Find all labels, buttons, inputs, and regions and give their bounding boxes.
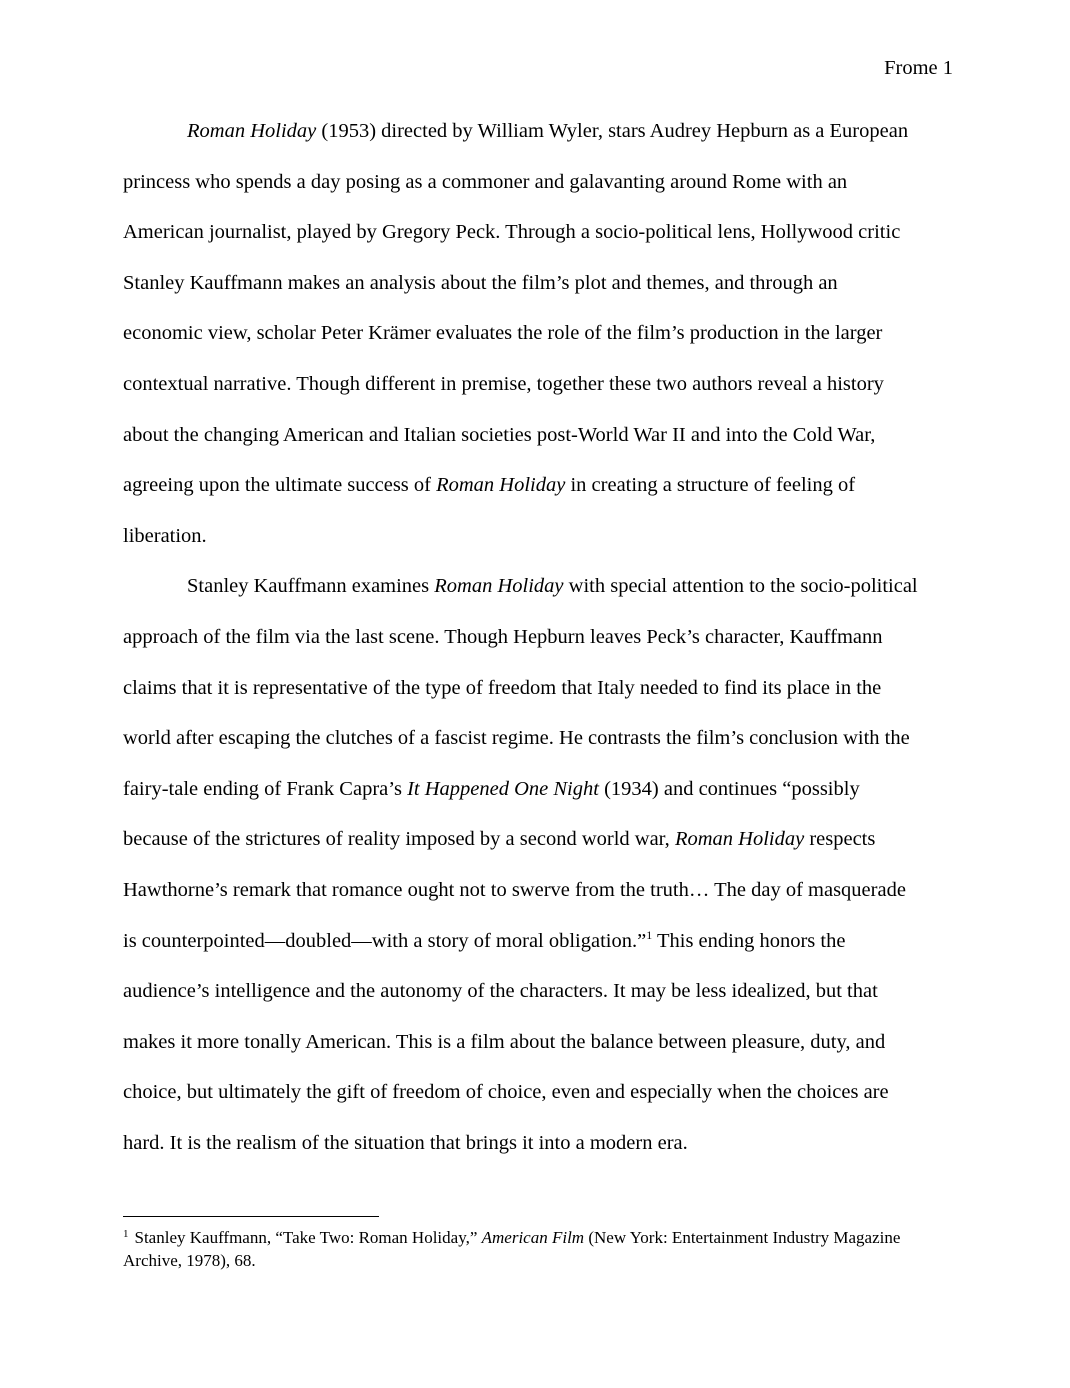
text-run: agreeing upon the ultimate success of <box>123 474 437 497</box>
text-line <box>123 511 953 562</box>
text-run: hard. It is the realism of the situation that brings it into a modern era. <box>123 1131 688 1154</box>
paragraph-2 <box>123 561 953 1168</box>
text-run: Hawthorne’s remark that romance ought not to swerve from the truth… The day of masquerade <box>123 878 906 901</box>
text-line <box>123 865 953 916</box>
footnote-reference: 1 <box>646 927 653 942</box>
text-run: makes it more tonally American. This is a film about the balance between pleasure, duty, and <box>123 1030 886 1053</box>
text-run: respects <box>804 828 876 851</box>
italic-title: Roman Holiday <box>436 474 566 497</box>
text-run: princess who spends a day posing as a commoner and galavanting around Rome with an <box>123 170 848 193</box>
text-run: This ending honors the <box>652 929 846 952</box>
text-run: Stanley Kauffmann makes an analysis about the film’s plot and themes, and through an <box>123 271 838 294</box>
footnote-separator <box>123 1216 379 1217</box>
text-run: economic view, scholar Peter Krämer evaluates the role of the film’s production in the larger <box>123 322 883 345</box>
text-line <box>123 1067 953 1118</box>
text-line <box>123 966 953 1017</box>
text-line <box>123 612 953 663</box>
text-line <box>123 713 953 764</box>
text-run: Archive, 1978), 68. <box>123 1251 256 1270</box>
text-run: Stanley Kauffmann, “Take Two: Roman Holiday,” <box>134 1228 482 1247</box>
text-line <box>123 308 953 359</box>
text-line <box>123 764 953 815</box>
text-run: audience’s intelligence and the autonomy of the characters. It may be less idealized, but that <box>123 980 878 1003</box>
footnote <box>123 1226 953 1272</box>
footnote-number: 1 <box>123 1228 129 1240</box>
italic-title: Roman Holiday <box>674 828 805 851</box>
footnote-text <box>123 1228 900 1270</box>
text-line <box>123 561 953 612</box>
text-line <box>123 663 953 714</box>
text-run: with special attention to the socio-political <box>563 575 918 598</box>
text-run: world after escaping the clutches of a fascist regime. He contrasts the film’s conclusion with the <box>123 727 910 750</box>
text-line <box>123 258 953 309</box>
paragraph-1 <box>123 106 953 561</box>
text-run: (1934) and continues “possibly <box>598 777 860 800</box>
text-run: (1953) directed by William Wyler, stars Audrey Hepburn as a European <box>316 120 909 142</box>
text-line <box>123 207 953 258</box>
text-line <box>123 157 953 208</box>
text-run: Stanley Kauffmann examines <box>187 575 435 598</box>
text-line <box>123 410 953 461</box>
running-head: Frome 1 <box>884 57 953 79</box>
text-run: because of the strictures of reality imposed by a second world war, <box>123 828 675 851</box>
text-line <box>123 460 953 511</box>
italic-title: Roman Holiday <box>434 575 564 598</box>
text-line <box>123 814 953 865</box>
text-run: fairy-tale ending of Frank Capra’s <box>123 777 408 800</box>
text-line <box>123 916 953 967</box>
text-line <box>123 106 953 157</box>
text-run: contextual narrative. Though different in premise, together these two authors reveal a history <box>123 372 884 395</box>
text-run: is counterpointed—doubled—with a story of moral obligation.” <box>123 929 647 952</box>
italic-title: American Film <box>481 1228 585 1247</box>
text-line <box>123 1017 953 1068</box>
text-run: about the changing American and Italian societies post-World War II and into the Cold War, <box>123 423 876 446</box>
italic-title: Roman Holiday <box>187 120 317 142</box>
text-run: approach of the film via the last scene. Though Hepburn leaves Peck’s character, Kauffmann <box>123 625 883 648</box>
italic-title: It Happened One Night <box>407 777 599 800</box>
text-run: American journalist, played by Gregory Peck. Through a socio-political lens, Hollywood critic <box>123 221 901 244</box>
text-line <box>123 359 953 410</box>
text-line <box>123 1118 953 1169</box>
text-run: liberation. <box>123 524 207 547</box>
body-text <box>123 106 953 1168</box>
text-run: in creating a structure of feeling of <box>565 474 856 497</box>
text-run: choice, but ultimately the gift of freedom of choice, even and especially when the choices are <box>123 1081 889 1104</box>
text-run: (New York: Entertainment Industry Magazine <box>584 1228 901 1247</box>
text-run: claims that it is representative of the type of freedom that Italy needed to find its place in the <box>123 676 882 699</box>
